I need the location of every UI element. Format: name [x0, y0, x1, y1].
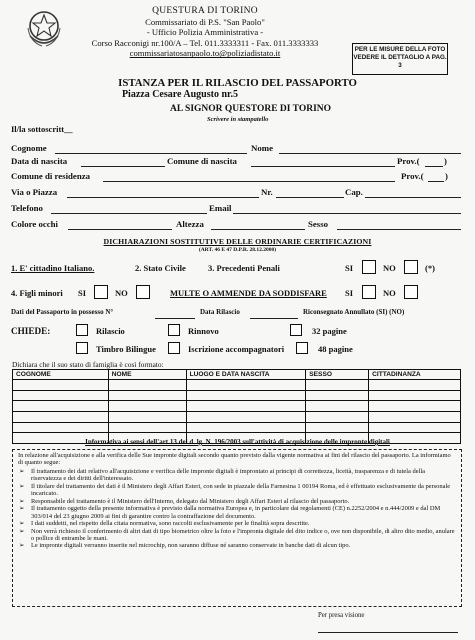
- pages-32-label: 32 pagine: [312, 326, 347, 336]
- criminal-si-label: SI: [345, 263, 354, 273]
- name-row: [11, 143, 466, 155]
- sex-label: Sesso: [308, 219, 329, 229]
- birth-prov-label: Prov.(: [397, 156, 420, 166]
- table-row: [13, 412, 461, 423]
- table-cell[interactable]: [108, 412, 186, 423]
- children-si-label: SI: [78, 288, 87, 298]
- header-email: commissariatosanpaolo.to@poliziadistato.it: [129, 48, 281, 59]
- pages-32-checkbox[interactable]: [290, 324, 302, 336]
- header-address: Corso Racconigi nr.100/A – Tel. 011.3333311 - Fax. 011.3333333: [91, 37, 319, 48]
- first-name-label: Nome: [251, 143, 273, 153]
- email-field[interactable]: [233, 213, 461, 214]
- table-row: [13, 380, 461, 391]
- office-header: [70, 6, 340, 59]
- passport-number-label: Dati del Passaporto in possesso N°: [11, 308, 114, 316]
- surname-field[interactable]: [55, 153, 247, 154]
- table-cell[interactable]: [186, 412, 306, 423]
- form-title: [0, 77, 475, 89]
- form-subtitle: Piazza Cesare Augusto nr.5: [121, 89, 239, 100]
- privacy-bullet-text: Il trattamento oggetto della presente informativa è previsto dalla normativa Europea e, in particolare dai regolamenti (CE) n.2252/2004 e n.444/2009 e dal DM 303/014 del 23 giugno 2009 ai fini di garantire contro la contraffazione del documento.: [31, 505, 441, 520]
- criminal-no-label: NO: [383, 263, 396, 273]
- address-row: [11, 187, 466, 199]
- table-cell[interactable]: [369, 422, 461, 433]
- table-cell[interactable]: [13, 412, 109, 423]
- arrow-bullet-icon: ➢: [19, 467, 25, 475]
- table-cell[interactable]: [108, 401, 186, 412]
- privacy-intro: In relazione all'acquisizione e alla verifica delle Sue impronte digitali secondo quanto previsto dalla vigente normativa ai fini del rilascio del passaporto. La informiamo di quanto segue:: [18, 452, 451, 467]
- issue-checkbox[interactable]: [76, 324, 88, 336]
- italian-republic-emblem-icon: [24, 6, 64, 50]
- fines-label: MULTE O AMMENDE DA SODDISFARE: [170, 288, 327, 298]
- arrow-bullet-icon: ➢: [19, 497, 25, 505]
- print-instruction: Scrivere in stampatello: [207, 116, 269, 123]
- table-cell[interactable]: [186, 401, 306, 412]
- header-office-name: QUESTURA DI TORINO: [152, 6, 258, 16]
- companions-checkbox[interactable]: [168, 342, 180, 354]
- criminal-record-label: 3. Precedenti Penali: [208, 263, 280, 273]
- postcode-label: Cap.: [345, 187, 363, 197]
- birth-row: [11, 156, 466, 168]
- table-row: [13, 422, 461, 433]
- table-row: [13, 390, 461, 401]
- col-birth: LUOGO E DATA NASCITA: [186, 370, 306, 380]
- table-cell[interactable]: [13, 380, 109, 391]
- photo-note-box: PER LE MISURE DELLA FOTO VEDERE IL DETTAGLIO A PAG. 3: [352, 43, 448, 75]
- acknowledgement-label: Per presa visione: [318, 612, 365, 619]
- current-passport-row: [11, 308, 113, 316]
- privacy-bullet-text: Il titolare del trattamento dei dati è il Ministero degli Affari Esteri, con sede in piazzale della Farnesina 1 00194 Roma, ed è effettuato esclusivamente da personale incaricato.: [31, 482, 451, 498]
- table-cell[interactable]: [306, 422, 369, 433]
- fines-si-checkbox[interactable]: [362, 285, 376, 299]
- residence-prov-field[interactable]: [428, 181, 444, 182]
- table-cell[interactable]: [306, 412, 369, 423]
- phone-label: Telefono: [11, 203, 43, 213]
- residence-row: [11, 171, 466, 183]
- issue-date-field[interactable]: [250, 318, 298, 319]
- companions-label: Iscrizione accompagnatori: [188, 344, 285, 354]
- birth-city-field[interactable]: [251, 166, 395, 167]
- criminal-no-checkbox[interactable]: [404, 260, 418, 274]
- postcode-field[interactable]: [365, 197, 461, 198]
- privacy-bullet-text: Le impronte digitali verranno inserite nel microchip, non saranno diffuse né saranno conservate in banche dati di alcun tipo.: [31, 542, 351, 550]
- residence-prov-close: ): [445, 171, 448, 181]
- height-label: Altezza: [176, 219, 204, 229]
- privacy-bullet: [18, 542, 456, 549]
- birth-date-label: Data di nascita: [11, 156, 68, 166]
- privacy-bullet: [18, 468, 456, 483]
- italian-citizen-label: 1. E' cittadino Italiano.: [11, 263, 95, 273]
- table-row: [13, 401, 461, 412]
- street-field[interactable]: [67, 197, 259, 198]
- first-name-field[interactable]: [279, 153, 461, 154]
- privacy-bullet: [18, 498, 456, 505]
- table-cell[interactable]: [369, 412, 461, 423]
- table-cell[interactable]: [13, 401, 109, 412]
- eye-color-label: Colore occhi: [11, 219, 58, 229]
- privacy-bullet: [18, 505, 456, 520]
- issue-date-label: Data Rilascio: [200, 308, 240, 316]
- children-no-checkbox[interactable]: [136, 285, 150, 299]
- birth-city-label: Comune di nascita: [167, 156, 237, 166]
- children-no-label: NO: [115, 288, 128, 298]
- privacy-bullet: [18, 483, 456, 498]
- physical-row: [11, 219, 466, 231]
- privacy-bullet-text: Non verrà richiesto il conferimento di altri dati di tipo biometrico oltre la foto e l'impronta digitale del dito indice o, ove non disponibile, di altro dito medio, anulare o pollice di entrambe le mani.: [31, 527, 455, 542]
- header-department: - Ufficio Polizia Amministrativa -: [146, 27, 264, 38]
- col-citizenship: CITTADINANZA: [369, 370, 461, 380]
- table-cell[interactable]: [13, 422, 109, 433]
- table-cell[interactable]: [369, 390, 461, 401]
- pages-48-checkbox[interactable]: [296, 342, 308, 354]
- header-commissariato: Commissariato di P.S. "San Paolo": [145, 16, 265, 27]
- table-cell[interactable]: [369, 401, 461, 412]
- eye-color-field[interactable]: [68, 229, 172, 230]
- fines-si-label: SI: [345, 288, 354, 298]
- residence-city-label: Comune di residenza: [11, 171, 91, 181]
- criminal-asterisk: (*): [425, 263, 435, 273]
- returned-label: Riconsegnato Annullato (SI) (NO): [303, 308, 405, 316]
- arrow-bullet-icon: ➢: [19, 520, 25, 528]
- family-table-header: [13, 370, 461, 380]
- marital-status-label: 2. Stato Civile: [135, 263, 186, 273]
- addressee: AL SIGNOR QUESTORE DI TORINO: [170, 104, 332, 114]
- table-cell[interactable]: [108, 422, 186, 433]
- residence-prov-label: Prov.(: [401, 171, 424, 181]
- table-cell[interactable]: [186, 380, 306, 391]
- privacy-title: Informativa ai sensi dell'art.13 del d. lg. N. 196/2003 sull'attività di acquisizione delle impronte digitali: [85, 438, 390, 446]
- signatory-label: Il/la sottoscritt__: [11, 124, 73, 134]
- table-cell[interactable]: [186, 390, 306, 401]
- fines-no-checkbox[interactable]: [404, 285, 418, 299]
- bilingual-stamp-checkbox[interactable]: [76, 342, 88, 354]
- criminal-si-checkbox[interactable]: [362, 260, 376, 274]
- form-title-text: ISTANZA PER IL RILASCIO DEL PASSAPORTO: [118, 77, 357, 89]
- privacy-bullet: [18, 520, 456, 527]
- issue-label: Rilascio: [96, 326, 125, 336]
- street-number-field[interactable]: [276, 197, 344, 198]
- children-si-checkbox[interactable]: [94, 285, 108, 299]
- table-cell[interactable]: [108, 380, 186, 391]
- street-label: Via o Piazza: [11, 187, 58, 197]
- contact-row: [11, 203, 466, 215]
- privacy-bullet-text: Responsabile del trattamento è il Ministero dell'Interno, delegato dal Ministero degli Affari Esteri al rilascio del passaporto.: [31, 497, 350, 505]
- acknowledgement-signature-field[interactable]: [318, 632, 458, 633]
- privacy-box: [12, 449, 462, 607]
- renewal-label: Rinnovo: [188, 326, 219, 336]
- request-label: CHIEDE:: [11, 326, 51, 336]
- arrow-bullet-icon: ➢: [19, 482, 25, 490]
- residence-city-field[interactable]: [103, 181, 395, 182]
- family-intro: Dichiara che il suo stato di famiglia è così formato:: [12, 360, 164, 369]
- arrow-bullet-icon: ➢: [19, 542, 25, 550]
- privacy-bullet-text: Il trattamento dei dati relativo all'acquisizione e verifica delle impronte digitali è improntato ai principi di correttezza, liceità, trasparenza e di tutela della riservatezza e dei diritti dell'interessato.: [31, 467, 426, 483]
- privacy-bullet-text: I dati suddetti, nel rispetto della citata normativa, sono raccolti esclusivamente per le finalità sopra descritte.: [31, 520, 310, 528]
- table-cell[interactable]: [306, 401, 369, 412]
- family-table: [12, 369, 461, 444]
- table-cell[interactable]: [186, 422, 306, 433]
- birth-date-field[interactable]: [81, 166, 165, 167]
- height-field[interactable]: [211, 229, 305, 230]
- renewal-checkbox[interactable]: [168, 324, 180, 336]
- table-cell[interactable]: [13, 390, 109, 401]
- arrow-bullet-icon: ➢: [19, 505, 25, 513]
- phone-field[interactable]: [51, 213, 207, 214]
- minor-children-label: 4. Figli minori: [11, 288, 63, 298]
- sex-field[interactable]: [337, 229, 461, 230]
- privacy-bullet: [18, 528, 456, 543]
- table-cell[interactable]: [369, 380, 461, 391]
- col-name: NOME: [108, 370, 186, 380]
- email-label: Email: [209, 203, 232, 213]
- street-number-label: Nr.: [261, 187, 273, 197]
- pages-48-label: 48 pagine: [318, 344, 353, 354]
- bilingual-stamp-label: Timbro Bilingue: [96, 344, 156, 354]
- table-cell[interactable]: [306, 390, 369, 401]
- arrow-bullet-icon: ➢: [19, 527, 25, 535]
- table-cell[interactable]: [108, 390, 186, 401]
- fines-no-label: NO: [383, 288, 396, 298]
- table-cell[interactable]: [306, 380, 369, 391]
- col-surname: COGNOME: [13, 370, 109, 380]
- birth-prov-field[interactable]: [425, 166, 443, 167]
- declarations-subtitle: (ART. 46 E 47 D.P.R. 28.12.2000): [198, 247, 277, 253]
- passport-number-field[interactable]: [155, 318, 195, 319]
- surname-label: Cognome: [11, 143, 47, 153]
- col-sex: SESSO: [306, 370, 369, 380]
- birth-prov-close: ): [444, 156, 447, 166]
- declarations-title: DICHIARAZIONI SOSTITUTIVE DELLE ORDINARIE CERTIFICAZIONI: [103, 237, 372, 246]
